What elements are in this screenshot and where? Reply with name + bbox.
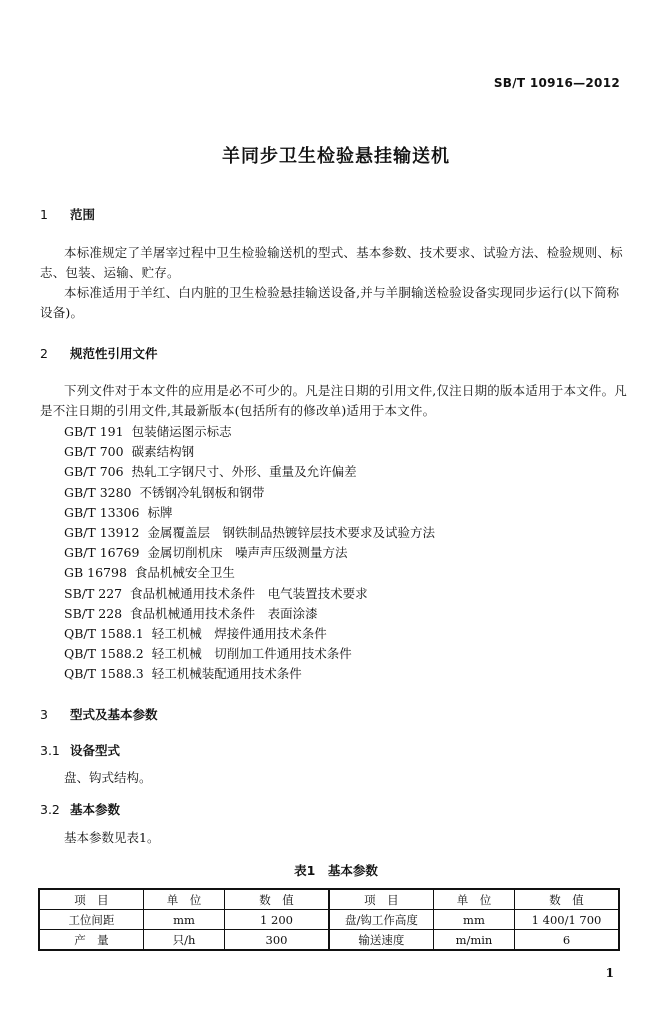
section-number: 1 <box>40 207 48 222</box>
basic-parameters-table <box>38 888 620 951</box>
section-3-2-heading <box>40 800 120 818</box>
reference-title: 不锈钢冷轧钢板和钢带 <box>139 484 265 500</box>
table-header-row <box>39 889 619 910</box>
section-number: 3.1 <box>40 743 60 758</box>
reference-title: 轻工机械 焊接件通用技术条件 <box>151 625 327 641</box>
section-number: 3 <box>40 707 48 722</box>
reference-title: 食品机械通用技术条件 表面涂漆 <box>130 605 318 621</box>
table-cell: 工位间距 <box>39 910 143 930</box>
header-cell: 数 值 <box>515 889 619 910</box>
section-title: 设备型式 <box>70 743 121 758</box>
reference-title: 轻工机械装配通用技术条件 <box>151 666 302 682</box>
table-row <box>39 910 619 930</box>
section-1-paragraph-1: 本标准规定了羊屠宰过程中卫生检验输送机的型式、基本参数、技术要求、试验方法、检验规则、标志、包装、运输、贮存。 <box>40 245 623 280</box>
reference-code: GB/T 13912 <box>64 524 140 540</box>
section-number: 3.2 <box>40 802 60 817</box>
table-cell: mm <box>143 910 224 930</box>
table-cell: 6 <box>515 930 619 951</box>
section-number: 2 <box>40 346 48 361</box>
header-cell: 项 目 <box>39 889 143 910</box>
reference-item <box>64 644 435 664</box>
reference-title: 金属覆盖层 钢铁制品热镀锌层技术要求及试验方法 <box>147 524 435 540</box>
table-cell: 1 200 <box>225 910 329 930</box>
reference-code: GB 16798 <box>64 565 127 581</box>
reference-title: 标牌 <box>147 504 173 520</box>
reference-item <box>64 584 435 604</box>
table-cell: mm <box>433 910 514 930</box>
section-3-1-body: 盘、钩式结构。 <box>64 770 152 785</box>
table-row <box>39 930 619 951</box>
reference-item <box>64 442 435 462</box>
section-1-heading <box>40 205 95 223</box>
reference-code: GB/T 706 <box>64 464 124 480</box>
reference-item <box>64 624 435 644</box>
table-cell: m/min <box>433 930 514 951</box>
table-cell: 输送速度 <box>329 930 433 951</box>
section-title: 范围 <box>70 207 96 222</box>
header-cell: 数 值 <box>225 889 329 910</box>
table-cell: 1 400/1 700 <box>515 910 619 930</box>
standard-number: SB/T 10916—2012 <box>493 76 620 90</box>
reference-code: GB/T 16769 <box>64 545 140 561</box>
reference-code: GB/T 191 <box>64 424 124 439</box>
reference-item <box>64 664 435 684</box>
reference-item <box>64 543 435 563</box>
section-2-intro: 下列文件对于本文件的应用是必不可少的。凡是注日期的引用文件,仅注日期的版本适用于本文件。凡是不注日期的引用文件,其最新版本(包括所有的修改单)适用于本文件。 <box>40 383 627 418</box>
section-1-paragraph-2: 本标准适用于羊红、白内脏的卫生检验悬挂输送设备,并与羊胴输送检验设备实现同步运行(以下简称设备)。 <box>40 285 620 320</box>
table-cell: 300 <box>225 930 329 951</box>
table-cell: 盘/钩工作高度 <box>329 910 433 930</box>
table-cell: 产 量 <box>39 930 143 951</box>
reference-item <box>64 604 435 624</box>
reference-code: SB/T 227 <box>64 585 123 601</box>
reference-code: GB/T 13306 <box>64 504 140 520</box>
section-3-heading <box>40 705 158 723</box>
reference-code: QB/T 1588.3 <box>64 666 144 682</box>
reference-item <box>64 523 435 543</box>
table-cell: 只/h <box>143 930 224 951</box>
header-cell: 项 目 <box>329 889 433 910</box>
document-title: 羊同步卫生检验悬挂输送机 <box>222 146 450 167</box>
reference-code: QB/T 1588.2 <box>64 646 144 662</box>
reference-code: GB/T 3280 <box>64 484 132 500</box>
section-3-2-body: 基本参数见表1。 <box>64 830 160 845</box>
header-cell: 单 位 <box>433 889 514 910</box>
reference-title: 食品机械通用技术条件 电气装置技术要求 <box>130 585 368 601</box>
page-number: 1 <box>605 966 614 980</box>
reference-title: 轻工机械 切削加工件通用技术条件 <box>151 646 352 662</box>
reference-code: QB/T 1588.1 <box>64 625 144 641</box>
section-3-1-heading <box>40 741 120 759</box>
section-title: 规范性引用文件 <box>70 346 158 361</box>
reference-title: 热轧工字钢尺寸、外形、重量及允许偏差 <box>131 464 357 480</box>
reference-item <box>64 563 435 583</box>
section-title: 型式及基本参数 <box>70 707 158 722</box>
reference-title: 碳素结构钢 <box>131 444 195 460</box>
reference-item <box>64 462 435 482</box>
reference-item <box>64 422 435 442</box>
reference-item <box>64 483 435 503</box>
reference-item <box>64 503 435 523</box>
section-title: 基本参数 <box>70 802 121 817</box>
section-2-heading <box>40 344 158 362</box>
reference-title: 金属切削机床 噪声声压级测量方法 <box>147 545 348 561</box>
table-caption: 表1 基本参数 <box>294 863 378 878</box>
reference-title: 包装储运图示标志 <box>131 424 232 439</box>
reference-code: SB/T 228 <box>64 605 123 621</box>
normative-references-list <box>64 422 435 684</box>
reference-code: GB/T 700 <box>64 444 124 460</box>
reference-title: 食品机械安全卫生 <box>134 565 235 581</box>
header-cell: 单 位 <box>143 889 224 910</box>
